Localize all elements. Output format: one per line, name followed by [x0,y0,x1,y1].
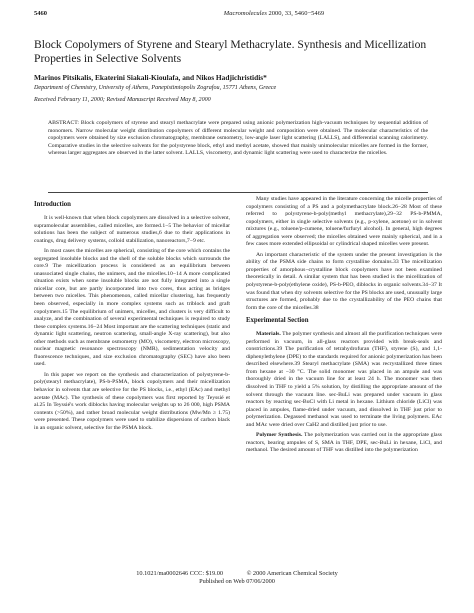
journal-volume-pages: 2000, 33, 5460−5469 [268,10,325,17]
received-dates: Received February 11, 2000; Revised Manuscript Received May 8, 2000 [34,97,211,103]
materials-runin: Materials. [256,331,281,338]
synthesis-runin: Polymer Synthesis. [256,432,303,439]
body-paragraph: In this paper we report on the synthesis and characterization of polystyrene-b-poly(stearyl methacrylate), PS-b-PSMA, block copolymers and their micellization behavior in solvents that are selective for the PS blocks, i.e., ethyl (EAc) and methyl acetate (MAc). The synthesis of these copolymers was first reported by Teyssié et al.25 In Teyssié's work diblocks having molecular weights up to 26 000, high PSMA contents (>50%), and rather broad molecular weight distributions (Mw/Mn ≥ 1.75) were presented. These copolymers were used to stabilize dispersions of carbon black in an organic solvent, selective for the PSMA block. [34,371,230,431]
page-number: 5460 [34,10,47,17]
materials-text: The polymer synthesis and almost all the purification techniques were performed in vacuum, in all-glass reactors provided with break-seals and constrictions.39 The purification of tetrahydrofuran (THF), styrene (S), and 1,1-diphenylethylene (DPE) to the standards required for anionic polymerization has been described elsewhere.39 Stearyl methacrylate (SMA) was recrystallized three times from hexane at −30 °C. The solid monomer was placed in an ampule and was thoroughly dried in the vacuum line for at least 24 h. The monomer was then dissolved in THF to yield a 5% solution, by distilling the appropriate amount of the solvent through the vacuum line. sec-BuLi was prepared under vacuum in glass reactors by reacting sec-BuCl with Li metal in hexane. Lithium chloride (LiCl) was placed in ampules, flame-dried under vacuum, and dissolved in THF just prior to polymerization. Degassed methanol was used to terminate the living polymers. EAc and MAc were dried over CaH2 and distilled just prior to use. [246,331,442,428]
journal-reference [94,10,454,17]
journal-name: Macromolecules [223,10,267,17]
materials-paragraph [246,331,442,429]
article-title: Block Copolymers of Styrene and Stearyl Methacrylate. Synthesis and Micellization Properties in Selective Solvents [34,38,427,65]
body-paragraph: An important characteristic of the system under the present investigation is the ability of the PSMA side chains to form crystalline domains.33 The micellization properties of amorphous−crystalline block copolymers have not been examined theoretically in detail. A similar system that has been studied is the micellization of polystyrene-b-poly(ethylene oxide), PS-b-PEO, diblocks in organic solvents.34−37 It was found that when dry solvents selective for the PS blocks are used, unusually large structures are formed, probably due to the crystallizability of the PEO chains that form the core of the micelles.38 [246,251,442,311]
synthesis-paragraph [246,432,442,455]
author-affiliation: Department of Chemistry, University of Athens, Panepistimiopolis Zografou, 15771 Athens, Greece [34,85,277,91]
body-paragraph: In most cases the micelles are spherical, consisting of the core which contains the segregated insoluble blocks and the shell of the soluble blocks which surrounds the core.9 The micellization process is considered as an equilibrium between unassociated single chains, the unimers, and the micelles.10−14 A more complicated situation exists when some insoluble blocks are not fully integrated into a single micellar core, but are partly incorporated into two cores, thus acting as bridges between two micelles. This phenomenon, called micellar clustering, has frequently been observed, especially in more complex systems such as triblock and graft copolymers.15 The equilibrium of unimers, micelles, and clusters is very difficult to analyze, and the combination of several experimental techniques is required to study these complex systems.16−24 Most important are the scattering techniques (static and dynamic light scattering, neutron scattering, small-angle X-ray scattering), but also other methods such as membrane osmometry (MO), viscometry, electron microscopy, nuclear magnetic resonance spectroscopy (NMR), sedimentation velocity and fluorescence techniques, and size exclusion chromatography (SEC) have also been used. [34,248,230,368]
page-footer [0,570,474,586]
body-paragraph: Many studies have appeared in the literature concerning the micelle properties of copolymers consisting of a PS and a polymethacrylate block.26−28 Most of these referred to polystyrene-b-poly(methyl methacrylate),29−32 PS-b-PMMA, copolymers, either in single selective solvents (e.g., p-xylene, acetone) or in solvent mixtures (e.g., toluene/p-cumene, toluene/furfuryl alcohol). In general, high degrees of aggregation were observed; the micelles obtained were mainly spherical, and in a few cases more extended ellipsoidal or cylindrical shaped micelles were present. [246,196,442,248]
right-column [246,196,442,458]
running-header [34,10,454,22]
published-line: Published on Web 07/06/2000 [199,578,275,585]
introduction-heading: Introduction [34,201,71,208]
author-list: Marinos Pitsikalis, Ekaterini Siakali-Kioulafa, and Nikos Hadjichristidis* [34,73,267,82]
body-paragraph: It is well-known that when block copolymers are dissolved in a selective solvent, supramolecular assemblies, called micelles, are formed.1−5 The behavior of micellar solutions has been the subject of numerous studies,6 due to their applications in coatings, drug delivery systems, colloid stabilization, nanoreactors,7−9 etc. [34,215,230,244]
doi-line: 10.1021/ma0002646 CCC: $19.00 [136,570,223,577]
copyright-line: © 2000 American Chemical Society [246,570,338,577]
synthesis-text: The polymerization was carried out in the appropriate glass reactors, bearing ampules of S, SMA in THF, DPE, sec-BuLi in hexane, LiCl, and methanol. The desired amount of THF was distilled into the polymerization [246,432,442,454]
abstract: ABSTRACT: Block copolymers of styrene and stearyl methacrylate were prepared using anionic polymerization high-vacuum techniques by sequential addition of monomers. Narrow molecular weight distribution copolymers of different molecular weight and composition were obtained. The molecular characteristics of the copolymers were obtained by size exclusion chromatography, membrane osmometry, low-angle laser light scattering (LALLS), and differential scanning calorimetry. Comparative studies in the selective solvents for the polystyrene block, ethyl and methyl acetate, showed that mainly unimolecular micelles are formed in the former, whereas larger aggregates are observed in the latter solvent. LALLS, viscometry, and dynamic light scattering were used to characterize the micelles. [48,120,428,157]
experimental-heading: Experimental Section [246,317,309,325]
section-divider [48,192,428,193]
left-column [34,196,230,435]
